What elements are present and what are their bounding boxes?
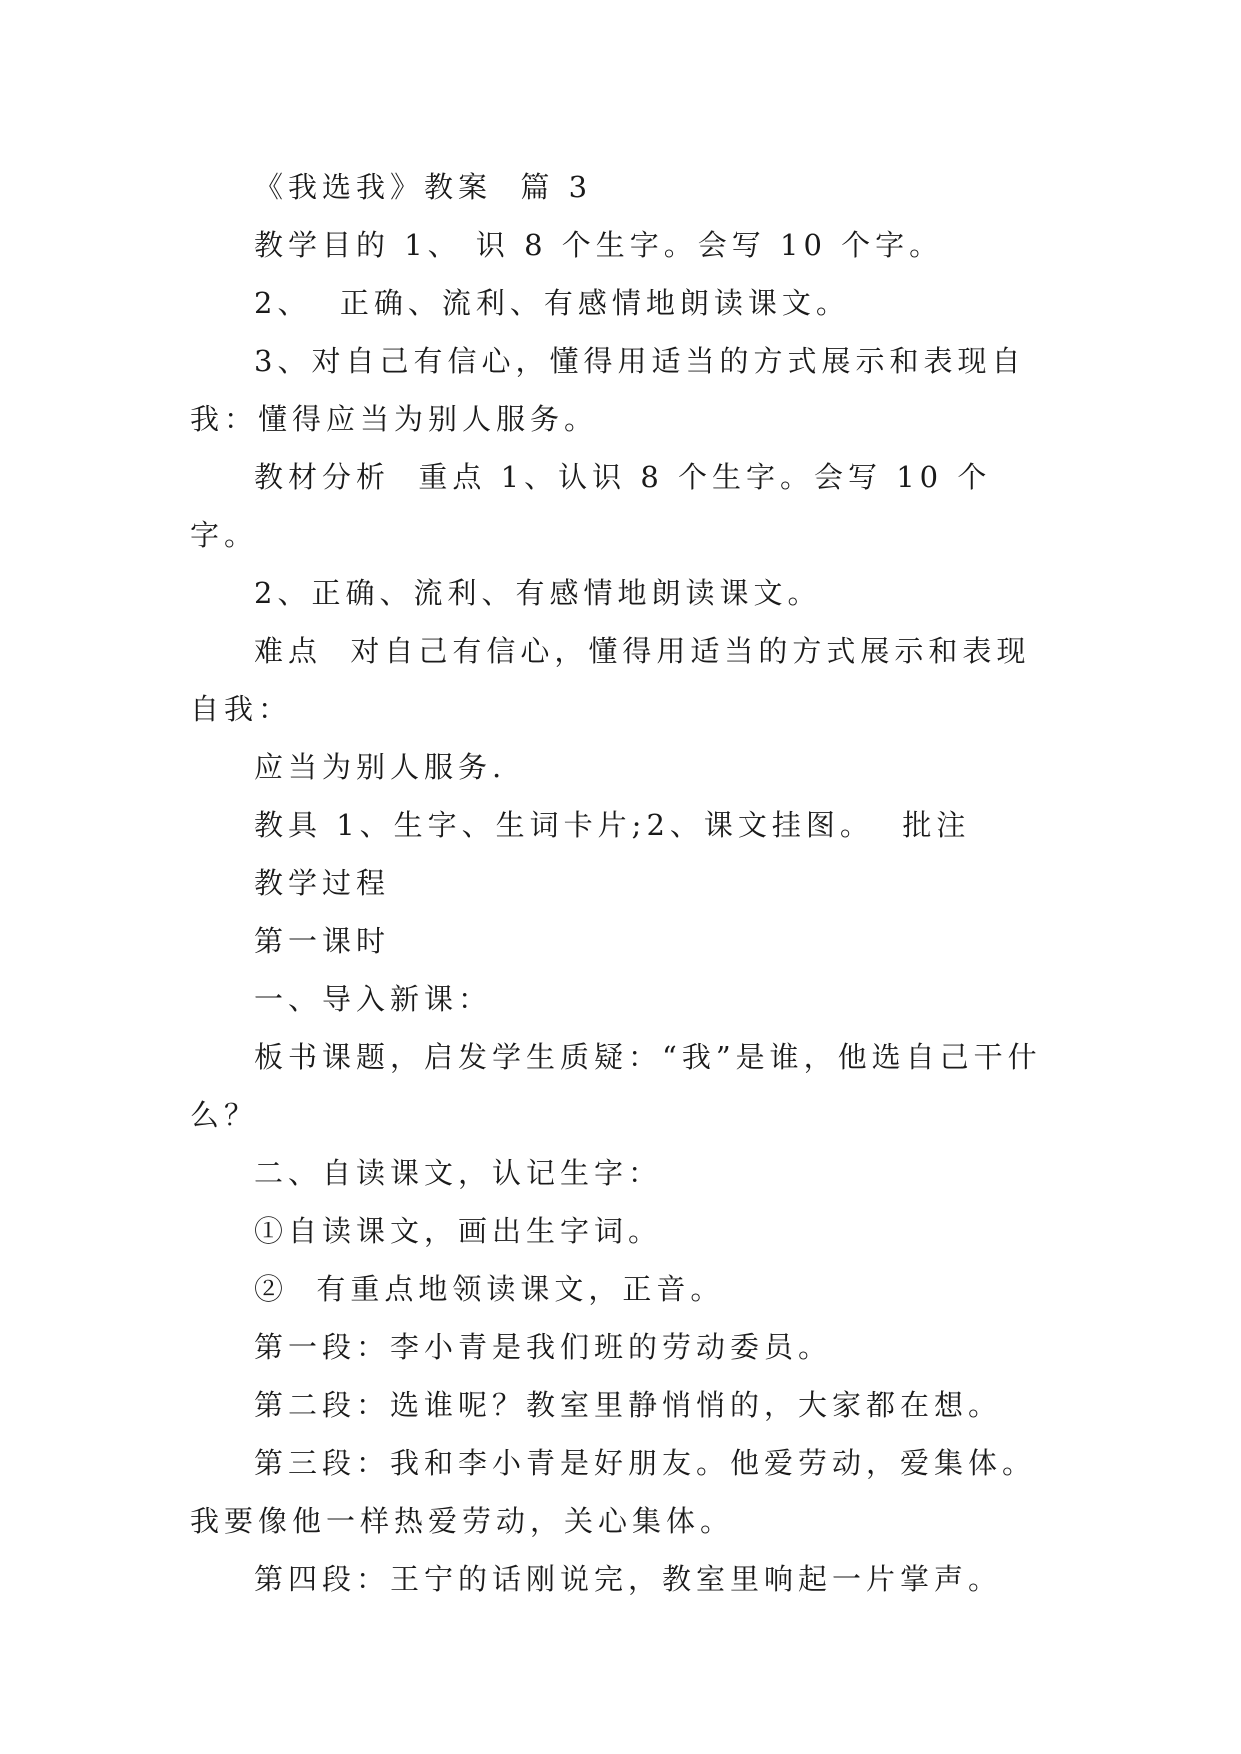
paragraph: 第四段：王宁的话刚说完，教室里响起一片掌声。	[254, 1562, 1003, 1596]
paragraph: 第一段：李小青是我们班的劳动委员。	[254, 1330, 833, 1364]
paragraph: 2、 正确、流利、有感情地朗读课文。	[254, 286, 850, 320]
paragraph: ② 有重点地领读课文，正音。	[254, 1272, 725, 1306]
paragraph: 教学过程	[254, 866, 391, 900]
paragraph: 板书课题，启发学生质疑：“我”是谁，他选自己干什么？	[190, 1040, 1042, 1132]
paragraph: 一、导入新课：	[254, 982, 493, 1016]
paragraph: 3、对自己有信心，懂得用适当的方式展示和表现自我：懂得应当为别人服务。	[190, 344, 1026, 436]
paragraph: 教材分析 重点 1、认识 8 个生字。会写 10 个字。	[190, 460, 992, 552]
paragraph: 第一课时	[254, 924, 391, 958]
paragraph: 难点 对自己有信心，懂得用适当的方式展示和表现自我：	[190, 634, 1031, 726]
paragraph: 二、自读课文，认记生字：	[254, 1156, 663, 1190]
paragraph: 应当为别人服务.	[254, 750, 507, 784]
paragraph: 第三段：我和李小青是好朋友。他爱劳动，爱集体。我要像他一样热爱劳动，关心集体。	[190, 1446, 1037, 1538]
document-body	[190, 158, 1048, 1608]
paragraph: 教学目的 1、 识 8 个生字。会写 10 个字。	[254, 228, 944, 262]
paragraph: 第二段：选谁呢？教室里静悄悄的，大家都在想。	[254, 1388, 1003, 1422]
lesson-title: 《我选我》教案 篇 3	[254, 170, 593, 204]
paragraph: 教具 1、生字、生词卡片;2、课文挂图。 批注	[254, 808, 971, 842]
paragraph: ①自读课文，画出生字词。	[254, 1214, 663, 1248]
paragraph: 2、正确、流利、有感情地朗读课文。	[254, 576, 822, 610]
